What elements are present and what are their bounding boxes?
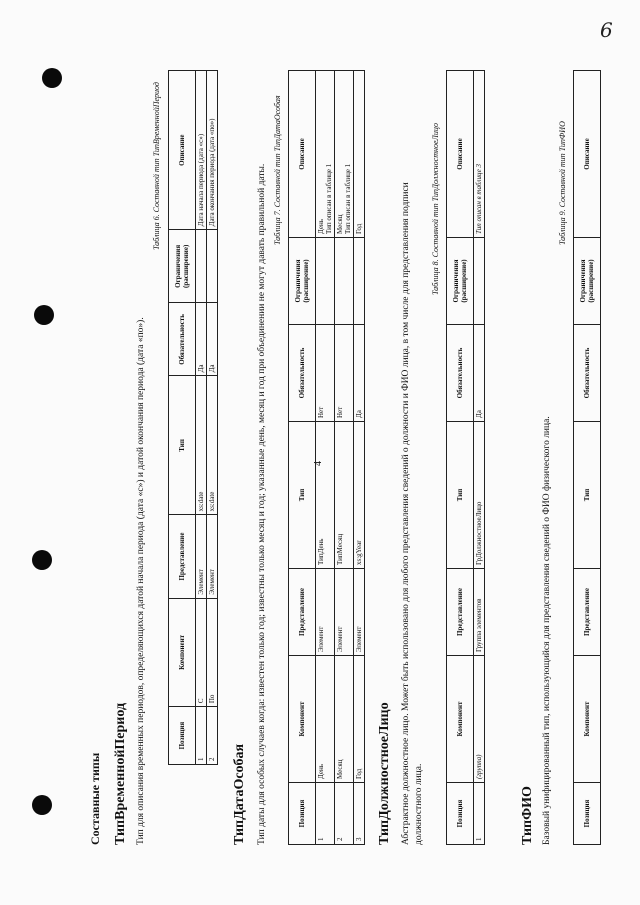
heading-vremennoy-period: ТипВременнойПериод	[113, 702, 128, 845]
desc-dolzhnostnoe-litso-line2: должностного лица.	[414, 763, 424, 845]
table-7	[288, 70, 365, 845]
table-6	[168, 70, 218, 765]
caption-table-9: Таблица 9. Составной тип ТипФИО	[558, 121, 567, 245]
table-header-row: Позиция Компонент Представление Тип Обязательность Ограничения (расширение) Описание	[574, 71, 601, 845]
table-row: 2 По Элемент xs:date Да Дата окончания периода (дата «по»)	[207, 71, 218, 765]
table-header-row: Позиция Компонент Представление Тип Обязательность Ограничения (расширение) Описание	[289, 71, 316, 845]
desc-fio: Базовый унифицированный тип, использующийся для представления сведений о ФИО физического лица.	[542, 416, 552, 845]
table-row: 1 День Элемент ТипДень Нет День Тип описан в таблице 1	[316, 71, 335, 845]
heading-dolzhnostnoe-litso: ТипДолжностноеЛицо	[377, 702, 392, 845]
table-8	[446, 70, 485, 845]
caption-table-8: Таблица 8. Составной тип ТипДолжностноеЛицо	[431, 122, 440, 295]
table-row: 2 Месяц Элемент ТипМесяц Нет Месяц Тип описан в таблице 1	[335, 71, 354, 845]
table-header-row: Позиция Компонент Представление Тип Обязательность Ограничения (расширение) Описание	[447, 71, 474, 845]
section-title: Составные типы	[88, 752, 102, 845]
desc-data-osobaya: Тип даты для особых случаев когда: известен только год; известны только месяц и год; указанные день, месяц и год при объединении не могут давать правильной даты.	[257, 163, 267, 845]
desc-dolzhnostnoe-litso-line1: Абстрактное должностное лицо. Может быть использовано для любого представления сведений о должности и ФИО лица, в том числе для представления подписи	[401, 182, 411, 845]
table-header-row: Позиция Компонент Представление Тип Обязательность Ограничения (расширение) Описание	[169, 71, 196, 765]
table-row: 3 Год Элемент xs:gYear Да Год	[354, 71, 365, 845]
caption-table-6: Таблица 6. Составной тип ТипВременнойПериод	[152, 82, 161, 250]
handwritten-page-mark: 6	[600, 18, 613, 42]
table-row: 1 (группа) Группа элементов ГрДолжностноеЛицо Да Тип описан в таблице 3	[474, 71, 485, 845]
desc-vremennoy-period: Тип для описания временных периодов, определяющихся датой начала периода (дата «с») и датой окончания периода (дата «по»).	[136, 317, 146, 845]
caption-table-7: Таблица 7. Составной тип ТипДатаОсобая	[273, 95, 282, 245]
table-row: 1 С Элемент xs:date Да Дата начала периода (дата «с»)	[196, 71, 207, 765]
heading-fio: ТипФИО	[520, 786, 535, 845]
heading-data-osobaya: ТипДатаОсобая	[232, 743, 247, 845]
table-9	[573, 70, 601, 845]
page-number: 4	[313, 461, 324, 466]
